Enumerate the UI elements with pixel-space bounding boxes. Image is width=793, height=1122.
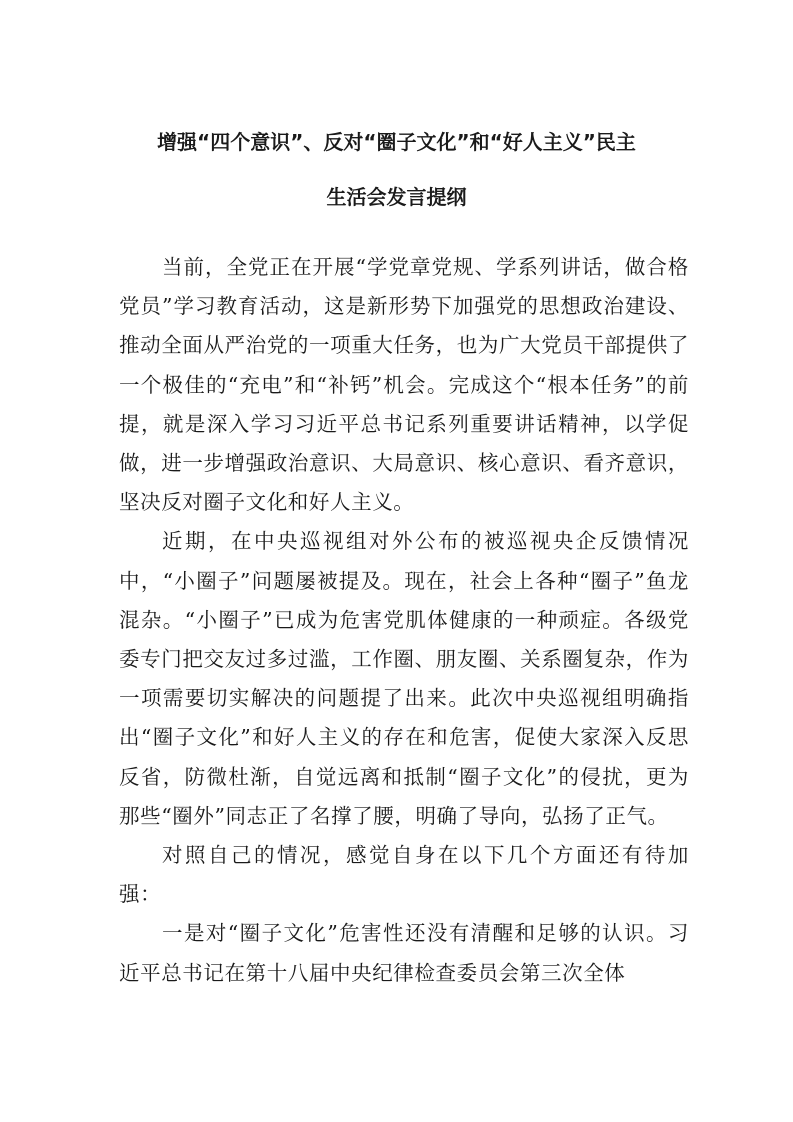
paragraph: 一是对“圈子文化”危害性还没有清醒和足够的认识。习近平总书记在第十八届中央纪律检查委员会第三次全体 [119,921,689,985]
paragraph: 对照自己的情况，感觉自身在以下几个方面还有待加强： [119,843,689,907]
paragraph: 近期，在中央巡视组对外公布的被巡视央企反馈情况中，“小圈子”问题屡被提及。现在，社会上各种“圈子”鱼龙混杂。“小圈子”已成为危害党肌体健康的一种顽症。各级党委专门把交友过多过滥，工作圈、朋友圈、关系圈复杂，作为一项需要切实解决的问题提了出来。此次中央巡视组明确指出“圈子文化”和好人主义的存在和危害，促使大家深入反思反省，防微杜渐，自觉远离和抵制“圈子文化”的侵扰，更为那些“圈外”同志正了名撑了腰，明确了导向，弘扬了正气。 [119,529,689,828]
document-body [119,248,689,993]
paragraph: 当前，全党正在开展“学党章党规、学系列讲话，做合格党员”学习教育活动，这是新形势下加强党的思想政治建设、推动全面从严治党的一项重大任务，也为广大党员干部提供了一个极佳的“充电”和“补钙”机会。完成这个“根本任务”的前提，就是深入学习习近平总书记系列重要讲话精神，以学促做，进一步增强政治意识、大局意识、核心意识、看齐意识，坚决反对圈子文化和好人主义。 [119,255,689,515]
document-title-line-2: 生活会发言提纲 [326,185,467,209]
document-title-line-1: 增强“四个意识”、反对“圈子文化”和“好人主义”民主 [157,130,636,154]
